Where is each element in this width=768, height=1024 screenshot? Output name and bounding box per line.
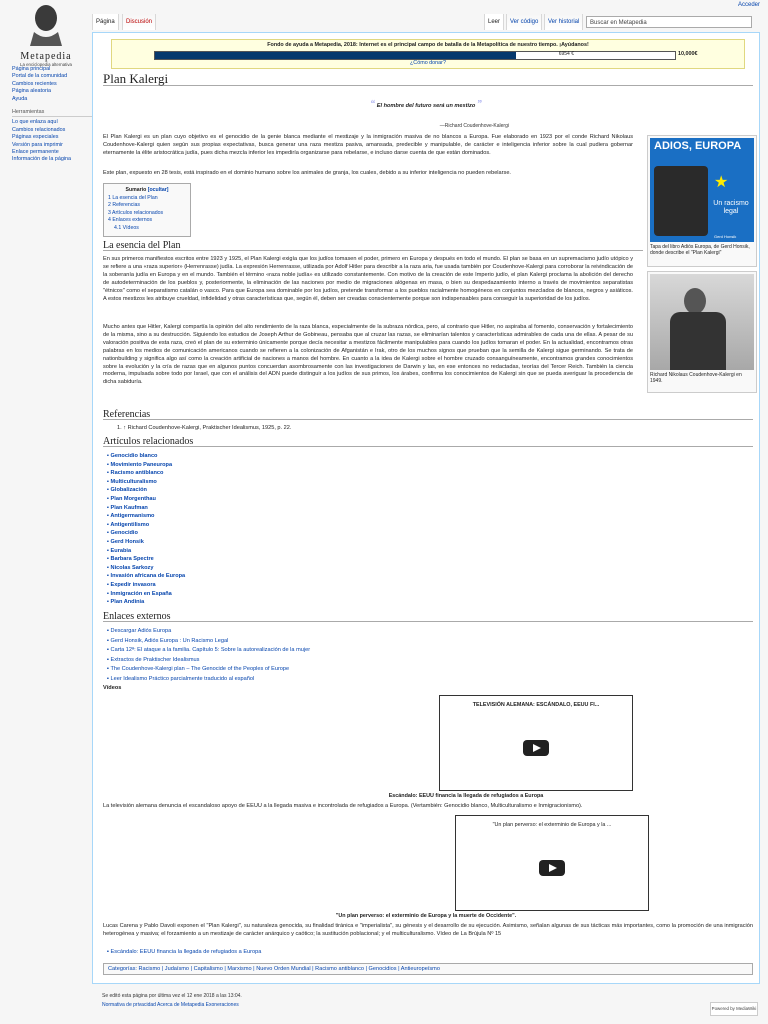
logo-name: Metapedia — [20, 51, 72, 62]
toc-title: Sumario — [125, 187, 147, 193]
sidebar-item-page-info[interactable]: Información de la página — [12, 156, 72, 163]
external-link[interactable]: ▪ Escándalo: EEUU financia la llegada de refugiados a Europa — [107, 949, 261, 957]
sidebar-tools-header: Herramientas — [12, 109, 92, 117]
sidebar-item-whatlinkshere[interactable]: Lo que enlaza aquí — [12, 119, 58, 126]
author-portrait-icon — [654, 166, 708, 236]
book-cover-image[interactable] — [650, 138, 754, 242]
essence-paragraph-2: Mucho antes que Hitler, Kalergi compartía la opinión del alto rendimiento de la raza blanca, especialmente de la subraza nórdica, pero, al contrario que Hitler, no aspiraba al fomento, conservación y fortalecimiento de la misma, sino a su destrucción. Siguiendo los estudios de Joseph Arthur de Gobineau, pensaba que al cruzar las razas, se eliminarían talentos y características admirables de cada una de ellas. A pesar de su valoración positiva de esta raza, creó el plan de su exterminio únicamente porque decía necesitar a mestizos fácilmente manipulables para cuando los judíos tomaran el poder. En la actualidad, encontramos otras palabras en los medios de comunicación americanos cuando se refieren a la colonización de Afganistán e Irak, otro de los muchos signos que prueban que la semilla de Kalergi sigue germinando. Se trata de nationbuilding y significa algo así como la creación artificial de naciones a manos del hombre. En cuanto a la idea de Kalergi sobre el hombre cruzado consanguíneamente, encontramos grandes conocimientos sobre la evolución y la cría de razas que en algunos puntos concuerdan asombrosamente con las investigaciones de Darwin y las, en ese entonces no redactadas, teorías del Tercer Reich. También la ciencia moderna, impulsada sobre todo por Israel, que con el análisis del ADN puede distinguir a los judíos de sus primos, los árabes, confirma los conocimientos de Kalergi sin que se pueda averiguar la procedencia de dicha sabiduría. — [103, 324, 633, 386]
list-item[interactable]: ▪ Eurabia — [107, 547, 185, 556]
open-quote-icon: “ — [370, 99, 376, 110]
sidebar-item-help[interactable]: Ayuda — [12, 95, 28, 102]
essence-paragraph-1: En sus primeros manifiestos escritos entre 1923 y 1925, el Plan Kalergi exigía que los judíos tomasen el poder, primero en Europa y después en todo el mundo. El plan se basa en un supremacismo judío utópico y se refiere a una «raza superior» (Herrenrasse) judía. La expresión Herrenrasse, utilizada por Adolf Hitler para describir a la raza aria, fue usada también por Coudenhove-Kalergi para corroborar la reivindicación de la soberanía judía en Europa y en el mundo. También el término «raza noble judía» es utilizado constantemente. Con motivo de la creación de este Imperio judío, el plan Kalergi proclama la abolición del derecho de autodeterminación de los pueblos y, posteriormente, la eliminación de las naciones por medio de migraciones alógenas en masa, o bien su despedazamiento interno a través de movimientos separatistas "étnicos" como el separatismo catalán o vasco. Para que Europa sea dominable por los judíos, pretende transformar a los pueblos racialmente homogéneos en conjuntos mezclados de blancos, negros y asiáticos. A estos mestizos les atribuye crueldad, infidelidad y otras características que, según él, deben ser creadas conscientemente porque son indispensables para conseguir la superioridad de los judíos. — [103, 256, 633, 302]
video-player-1[interactable] — [439, 695, 633, 791]
list-item[interactable]: ▪ Genocidio blanco — [107, 452, 185, 461]
sidebar-navigation — [12, 66, 92, 103]
toc-item[interactable]: 3 Artículos relacionados — [108, 209, 164, 216]
external-link[interactable]: ▪ Carta 12ª: El ataque a la familia. Capítulo 5: Sobre la autorealización de la mujer — [107, 646, 310, 656]
video-title: TELEVISIÓN ALEMANA: ESCÁNDALO, EEUU FI... — [472, 702, 600, 708]
play-icon[interactable] — [523, 740, 549, 756]
page-title: Plan Kalergi — [103, 75, 753, 86]
tab-page[interactable]: Página — [92, 14, 119, 30]
toc-toggle[interactable]: [ocultar] — [147, 187, 169, 193]
thumbnail-caption: Tapa del libro Adiós Europa, de Gerd Honsik, donde describe el "Plan Kalergi" — [650, 244, 750, 257]
portrait-head-icon — [684, 288, 706, 314]
login-link[interactable]: Acceder — [737, 2, 760, 8]
list-item[interactable]: ▪ Antigentilismo — [107, 521, 185, 530]
external-link[interactable]: ▪ Leer Idealismo Práctico parcialmente traducido al español — [107, 675, 310, 685]
external-links-list — [107, 627, 310, 685]
tab-history[interactable]: Ver historial — [544, 14, 583, 30]
sidebar-item-main-page[interactable]: Página principal — [12, 66, 51, 72]
external-link[interactable]: ▪ Descargar Adiós Europa — [107, 627, 310, 637]
sidebar-tools — [12, 109, 92, 164]
video-title: "Un plan perverso: el exterminio de Europa y la ... — [492, 822, 612, 828]
list-item[interactable]: ▪ Plan Kaufman — [107, 504, 185, 513]
reference-item: 1. ↑ Richard Coudenhove-Kalergi, Praktischer Idealismus, 1925, p. 22. — [117, 425, 292, 431]
powered-by-badge[interactable]: Powered by MediaWiki — [710, 1002, 758, 1016]
video-caption: Escándalo: EEUU financia la llegada de refugiados a Europa — [388, 793, 544, 799]
tab-read[interactable]: Leer — [484, 14, 504, 30]
video-links-list — [107, 949, 261, 957]
book-cover-subtitle: Un racismo legal — [713, 200, 749, 215]
video-caption: "Un plan perverso: el exterminio de Europa y la muerte de Occidente". — [335, 913, 517, 919]
list-item[interactable]: ▪ Invasión africana de Europa — [107, 572, 185, 581]
page-tabs — [92, 14, 760, 32]
sidebar-item-recent-changes[interactable]: Cambios recientes — [12, 80, 57, 87]
video-description: La televisión alemana denuncia el escandaloso apoyo de EEUU a la llegada masiva e incontrolada de refugiados a Europa. (Vertambién: Genocidio blanco, Multiculturalismo e Inmigracionismo). — [103, 803, 583, 809]
list-item[interactable]: ▪ Multiculturalismo — [107, 478, 185, 487]
thumbnail-caption: Richard Nikolaus Coudenhove-Kalergi en 1949. — [650, 372, 742, 385]
list-item[interactable]: ▪ Plan Andinia — [107, 598, 185, 607]
category-links[interactable] — [103, 963, 753, 975]
list-item[interactable]: ▪ Globalización — [107, 486, 185, 495]
external-link[interactable]: ▪ Gerd Honsik, Adiós Europa : Un Racismo Legal — [107, 637, 310, 647]
sidebar-item-permalink[interactable]: Enlace permanente — [12, 149, 59, 156]
quote-attribution: —Richard Coudenhove-Kalergi — [439, 123, 509, 129]
section-title-external: Enlaces externos — [103, 613, 753, 622]
star-icon: ★ — [714, 174, 729, 191]
funding-total: 10,000€ — [678, 51, 698, 57]
external-link[interactable]: ▪ Extractos de Praktischer Idealismus — [107, 656, 310, 666]
external-link[interactable]: ▪ The Coudenhove-Kalergi plan – The Genocide of the Peoples of Europe — [107, 665, 310, 675]
last-edited: Se editó esta página por última vez el 12 ene 2018 a las 13:04. — [102, 993, 242, 999]
quote-text: El hombre del futuro será un mestizo — [376, 103, 476, 109]
intro-paragraph-2: Este plan, expuesto en 28 tesis, está inspirado en el dominio humano sobre los animales de granja, los cuales, debido a su inferior inteligencia no pueden rebelarse. — [103, 170, 511, 176]
list-item[interactable]: ▪ Genocidio — [107, 529, 185, 538]
thumbnail-book — [647, 135, 757, 267]
funding-message: Fondo de ayuda a Metapedia, 2018: Internet es el principal campo de batalla de la Metapolítica de nuestro tiempo. ¡Ayúdanos! — [267, 42, 589, 48]
toc-item[interactable]: 1 La esencia del Plan — [108, 194, 158, 201]
donate-link[interactable]: ¿Cómo donar? — [410, 60, 446, 66]
section-title-related: Artículos relacionados — [103, 438, 753, 447]
sidebar-item-random[interactable]: Página aleatoria — [12, 88, 51, 95]
list-item[interactable]: ▪ Inmigración en España — [107, 590, 185, 599]
section-title-references: Referencias — [103, 411, 753, 420]
sidebar-item-community[interactable]: Portal de la comunidad — [12, 73, 68, 80]
sidebar-item-print[interactable]: Versión para imprimir — [12, 141, 63, 148]
footer-links[interactable]: Normativa de privacidad Acerca de Metapedia Exoneraciones — [102, 1002, 239, 1008]
table-of-contents — [103, 183, 191, 237]
sidebar-item-special-pages[interactable]: Páginas especiales — [12, 134, 59, 141]
funding-banner — [111, 39, 745, 69]
video-description: Lucas Carena y Pablo Davoli exponen el "Plan Kalergi", su naturaleza genocida, su finalidad tiránica e "imperialista", su génesis y el desarrollo de su ejecución. Asimismo, señalan algunas de sus tácticas más importantes, como la promoción de una inmigración heterogénea y masiva; el forzamiento a un mestizaje de carácter anárquico y caótico; la sustitución poblacional; y el multiculturalismo. Vídeo de La Brújula Nº 15 — [103, 923, 753, 937]
site-logo[interactable] — [8, 2, 84, 72]
play-icon[interactable] — [539, 860, 565, 876]
page-footer — [102, 992, 242, 1010]
book-cover-author: Gerd Honsik — [714, 233, 737, 239]
logo-tagline: La enciclopedia alternativa — [20, 62, 72, 67]
category-list[interactable]: Categorías: Racismo | Judaísmo | Capitalismo | Marxismo | Nuevo Orden Mundial | Racismo antiblanco | Genocidios | Antieuropeísmo — [108, 966, 440, 972]
book-cover-title: ADIOS, EUROPA — [654, 140, 742, 152]
tab-discussion[interactable]: Discusión — [122, 14, 156, 30]
close-quote-icon: ” — [476, 99, 482, 110]
list-item[interactable]: ▪ Expedir invasora — [107, 581, 185, 590]
list-item[interactable]: ▪ Gerd Honsik — [107, 538, 185, 547]
statue-head-icon — [8, 2, 84, 46]
portrait-photo[interactable] — [650, 274, 754, 370]
thumbnail-photo — [647, 271, 757, 393]
list-item[interactable]: ▪ Movimiento Paneuropa — [107, 461, 185, 470]
funding-current: 6954 € — [558, 51, 574, 57]
main-content — [92, 32, 760, 984]
list-item[interactable]: ▪ Antigermanismo — [107, 512, 185, 521]
section-title-essence: La esencia del Plan — [103, 242, 643, 251]
toc-item[interactable]: 4 Enlaces externos — [108, 217, 153, 224]
portrait-body-icon — [670, 312, 726, 370]
videos-label: Vídeos — [103, 685, 122, 691]
list-item[interactable]: ▪ Barbara Spectre — [107, 555, 185, 564]
intro-paragraph: El Plan Kalergi es un plan cuyo objetivo es el genocidio de la genie blanca mediante el mestizaje y la inmigración masiva de no blancos a Europa. Fue elaborado en 1923 por el conde Richard Nikolaus Coudenhove-Kalergi quien según sus propias expectativas, busca generar una raza mestiza pasiva, amansada, predecible y manipulable, de carácter e inteligencia inferior sobre la cual pudiera gobernar eternamente la élite aristocrática judía, pues dicha mezcla inferior les impediría organizarse para rebelarse, e incluso darse cuenta de que están dominados. — [103, 134, 633, 156]
toc-item[interactable]: 2 Referencias — [108, 202, 141, 209]
quote-box — [93, 101, 759, 111]
funding-progress-fill — [155, 52, 516, 59]
list-item[interactable]: ▪ Nicolas Sarkozy — [107, 564, 185, 573]
toc-item[interactable]: 4.1 Vídeos — [114, 224, 139, 231]
related-articles-list — [107, 452, 185, 607]
list-item[interactable]: ▪ Plan Morgenthau — [107, 495, 185, 504]
list-item[interactable]: ▪ Racismo antiblanco — [107, 469, 185, 478]
funding-progress-bar — [154, 51, 676, 60]
tab-view-source[interactable]: Ver código — [506, 14, 542, 30]
sidebar-item-related-changes[interactable]: Cambios relacionados — [12, 126, 66, 133]
search-input[interactable]: Buscar en Metapedia — [586, 16, 752, 28]
video-player-2[interactable] — [455, 815, 649, 911]
sidebar — [12, 66, 92, 170]
